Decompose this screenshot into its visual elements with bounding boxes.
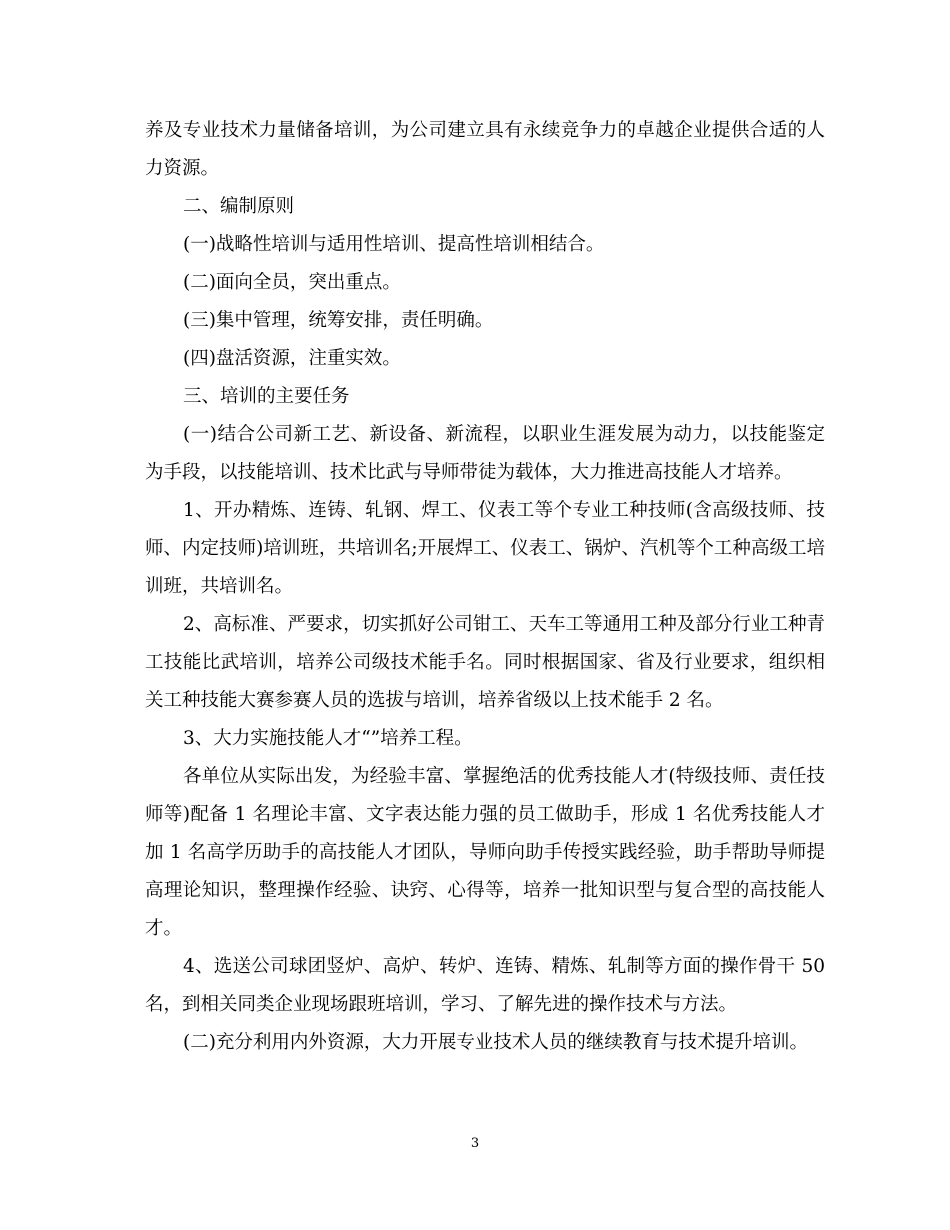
paragraph: 各单位从实际出发，为经验丰富、掌握绝活的优秀技能人才(特级技师、责任技师等)配备 1 名理论丰富、文字表达能力强的员工做助手，形成 1 名优秀技能人才加 1 名高学历助手的高技能人才团队，导师向助手传授实践经验，助手帮助导师提高理论知识，整理操作经验、诀窍、心得等，培养一批知识型与复合型的高技能人才。	[145, 766, 825, 939]
paragraph: (一)战略性培训与适用性培训、提高性培训相结合。	[183, 234, 605, 255]
page-number: 3	[470, 1136, 480, 1151]
paragraph: (二)充分利用内外资源，大力开展专业技术人员的继续教育与技术提升培训。	[183, 1032, 808, 1053]
paragraph: 4、选送公司球团竖炉、高炉、转炉、连铸、精炼、轧制等方面的操作骨干 50 名，到相关同类企业现场跟班培训，学习、了解先进的操作技术与方法。	[145, 956, 825, 1015]
paragraph: 1、开办精炼、连铸、轧钢、焊工、仪表工等个专业工种技师(含高级技师、技师、内定技师)培训班，共培训名;开展焊工、仪表工、锅炉、汽机等个工种高级工培训班，共培训名。	[145, 500, 825, 597]
paragraph: (一)结合公司新工艺、新设备、新流程，以职业生涯发展为动力，以技能鉴定为手段，以技能培训、技术比武与导师带徒为载体，大力推进高技能人才培养。	[145, 424, 825, 483]
paragraph: (二)面向全员，突出重点。	[183, 272, 401, 293]
paragraph: (三)集中管理，统筹安排，责任明确。	[183, 310, 494, 331]
paragraph: 三、培训的主要任务	[183, 386, 350, 407]
paragraph: (四)盘活资源，注重实效。	[183, 348, 401, 369]
paragraph: 2、高标准、严要求，切实抓好公司钳工、天车工等通用工种及部分行业工种青工技能比武培训，培养公司级技术能手名。同时根据国家、省及行业要求，组织相关工种技能大赛参赛人员的选拔与培训，培养省级以上技术能手 2 名。	[145, 614, 825, 711]
paragraph: 3、大力实施技能人才“”培养工程。	[183, 728, 473, 749]
paragraph: 二、编制原则	[183, 196, 295, 217]
document-body	[145, 112, 825, 1062]
paragraph: 养及专业技术力量储备培训，为公司建立具有永续竞争力的卓越企业提供合适的人力资源。	[145, 120, 825, 179]
